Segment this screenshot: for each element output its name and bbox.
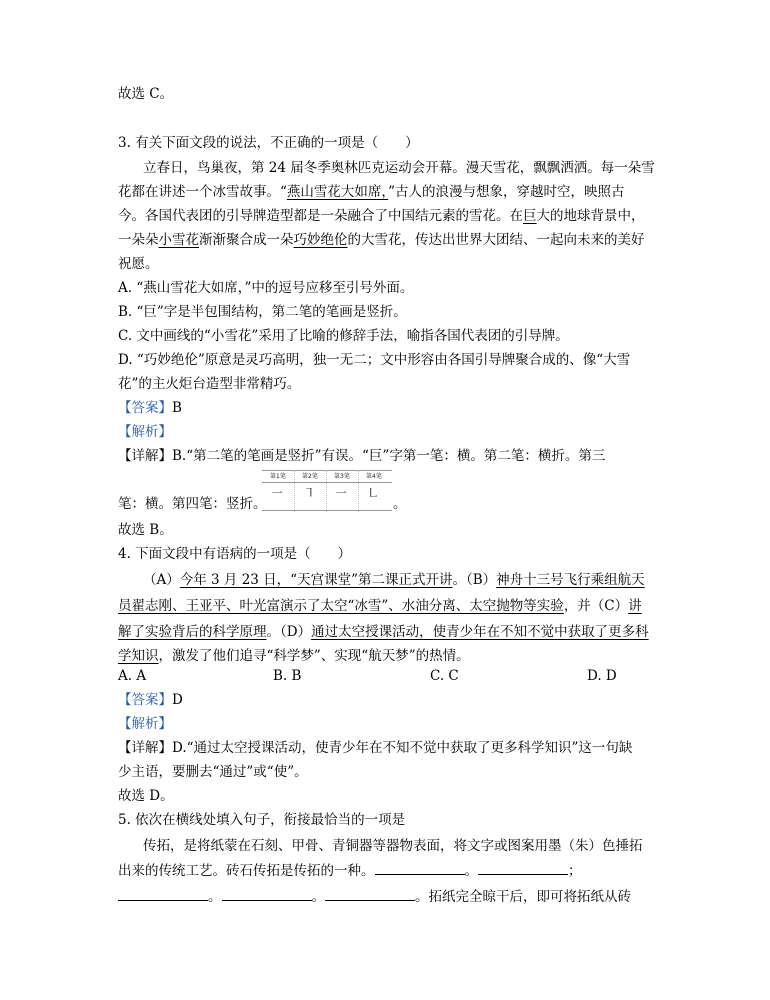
fill-blank-2	[478, 862, 568, 875]
q3-option-b: B. “巨”字是半包围结构，第二笔的笔画是竖折。	[118, 304, 407, 320]
fill-blank-1	[375, 862, 465, 875]
q3-option-a: A. “燕山雪花大如席，”中的逗号应移至引号外面。	[118, 280, 414, 296]
q4-detail-line2: 少主语，要删去“通过”或“使”。	[118, 764, 308, 780]
q4-passage-line4: 学知识，激发了他们追寻“科学梦”、实现“航天梦”的热情。	[118, 648, 470, 664]
q4-underlined-a: 今年 3 月 23 日，“天宫课堂”第二课正式开讲	[179, 572, 453, 588]
stroke-glyph-2: ㇕	[303, 486, 316, 500]
stroke-header-3: 第3笔	[334, 473, 350, 480]
q4-underlined-b2: 员翟志刚、王亚平、叶光富演示了太空“冰雪”、水油分离、太空抛物等实验	[118, 598, 564, 614]
q4-underlined-c2: 解了实验背后的科学原理	[118, 624, 267, 640]
q3-passage-line2: 花都在讲述一个冰雪故事。“燕山雪花大如席，”古人的浪漫与想象，穿越时空，映照古	[118, 184, 625, 200]
q5-passage-line2: 出来的传统工艺。砖石传拓是传拓的一种。 。 ；	[118, 863, 582, 879]
q4-underlined-b1: 神舟十三号飞行乘组航天	[496, 572, 645, 588]
q3-passage-line3: 今。各国代表团的引导牌造型都是一朵融合了中国结元素的雪花。在巨大的地球背景中，	[118, 208, 645, 224]
conclusion-q4: 故选 D。	[118, 788, 174, 804]
stroke-header-2: 第2笔	[302, 473, 318, 480]
q4-underlined-d1: 通过太空授课活动，使青少年在不知不觉中获取了更多科	[311, 624, 649, 640]
conclusion-q2: 故选 C。	[118, 86, 174, 102]
question-3-stem: 3. 有关下面文段的说法，不正确的一项是（ ）	[118, 135, 419, 151]
question-5-stem: 5. 依次在横线处填入句子，衔接最恰当的一项是	[118, 812, 406, 828]
q4-option-a: A. A	[118, 668, 147, 684]
underlined-qiaomiaojuelun: 巧妙绝伦	[293, 232, 348, 248]
q3-detail-line2: 笔：横。第四笔：竖折。	[118, 496, 267, 512]
q4-option-b: B. B	[273, 668, 302, 684]
q4-underlined-d2: 学知识	[118, 648, 159, 664]
q5-passage-line3: 。 。 。拓纸完全晾干后，即可将拓纸从砖	[118, 888, 631, 905]
q4-option-d: D. D	[587, 668, 617, 684]
stroke-order-table	[262, 470, 392, 512]
stroke-glyph-1: ㇐	[271, 486, 284, 500]
stroke-header-1: 第1笔	[270, 473, 286, 480]
stroke-glyph-3: ㇐	[335, 486, 348, 500]
q4-passage-line3: 解了实验背后的科学原理。（D）通过太空授课活动，使青少年在不知不觉中获取了更多科	[118, 624, 649, 640]
fill-blank-5	[325, 888, 415, 901]
underlined-xiaoxuehua: 小雪花	[158, 232, 199, 248]
q5-passage-line1: 传拓，是将纸蒙在石刻、甲骨、青铜器等器物表面，将文字或图案用墨（朱）色捶拓	[143, 838, 643, 854]
q3-detail-line2-end: 。	[393, 496, 407, 512]
q3-option-d-line1: D. “巧妙绝伦”原意是灵巧高明，独一无二；文中形容由各国引导牌聚合成的、像“大雪	[118, 352, 631, 368]
q4-passage-line2: 员翟志刚、王亚平、叶光富演示了太空“冰雪”、水油分离、太空抛物等实验，并（C）讲	[118, 598, 642, 614]
q3-option-d-line2: 花”的主火炬台造型非常精巧。	[118, 376, 301, 392]
q4-option-c: C. C	[430, 668, 459, 684]
q4-analysis-tag: 【解析】	[118, 716, 172, 732]
question-4-stem: 4. 下面文段中有语病的一项是（ ）	[118, 546, 352, 562]
q4-answer: 【答案】D	[118, 692, 183, 708]
conclusion-q3: 故选 B。	[118, 522, 173, 538]
q4-underlined-c1: 讲	[628, 598, 642, 614]
stroke-header-4: 第4笔	[366, 473, 382, 480]
q4-detail-line1: 【详解】D.“通过太空授课活动，使青少年在不知不觉中获取了更多科学知识”这一句缺	[118, 740, 633, 756]
q3-passage-line5: 祝愿。	[118, 256, 159, 272]
q3-passage-line1: 立春日，鸟巢夜，第 24 届冬季奥林匹克运动会开幕。漫天雪花，飘飘洒洒。每一朵雪	[143, 160, 655, 176]
underlined-char-ju: 巨	[523, 208, 537, 224]
q3-answer: 【答案】B	[118, 400, 182, 416]
q3-option-c: C. 文中画线的“小雪花”采用了比喻的修辞手法，喻指各国代表团的引导牌。	[118, 328, 569, 344]
q3-analysis-tag: 【解析】	[118, 424, 172, 440]
underlined-quote: 燕山雪花大如席，	[286, 184, 389, 200]
q3-passage-line4: 一朵朵小雪花渐渐聚合成一朵巧妙绝伦的大雪花，传达出世界大团结、一起向未来的美好	[118, 232, 645, 248]
q4-passage-line1: （A）今年 3 月 23 日，“天宫课堂”第二课正式开讲。（B）神舟十三号飞行乘组航天	[143, 572, 645, 588]
q3-detail-line1: 【详解】B.“第二笔的笔画是竖折”有误。“巨”字第一笔：横。第二笔：横折。第三	[118, 448, 606, 464]
fill-blank-4	[222, 888, 312, 901]
stroke-glyph-4: ㇗	[367, 486, 380, 500]
fill-blank-3	[118, 888, 208, 901]
